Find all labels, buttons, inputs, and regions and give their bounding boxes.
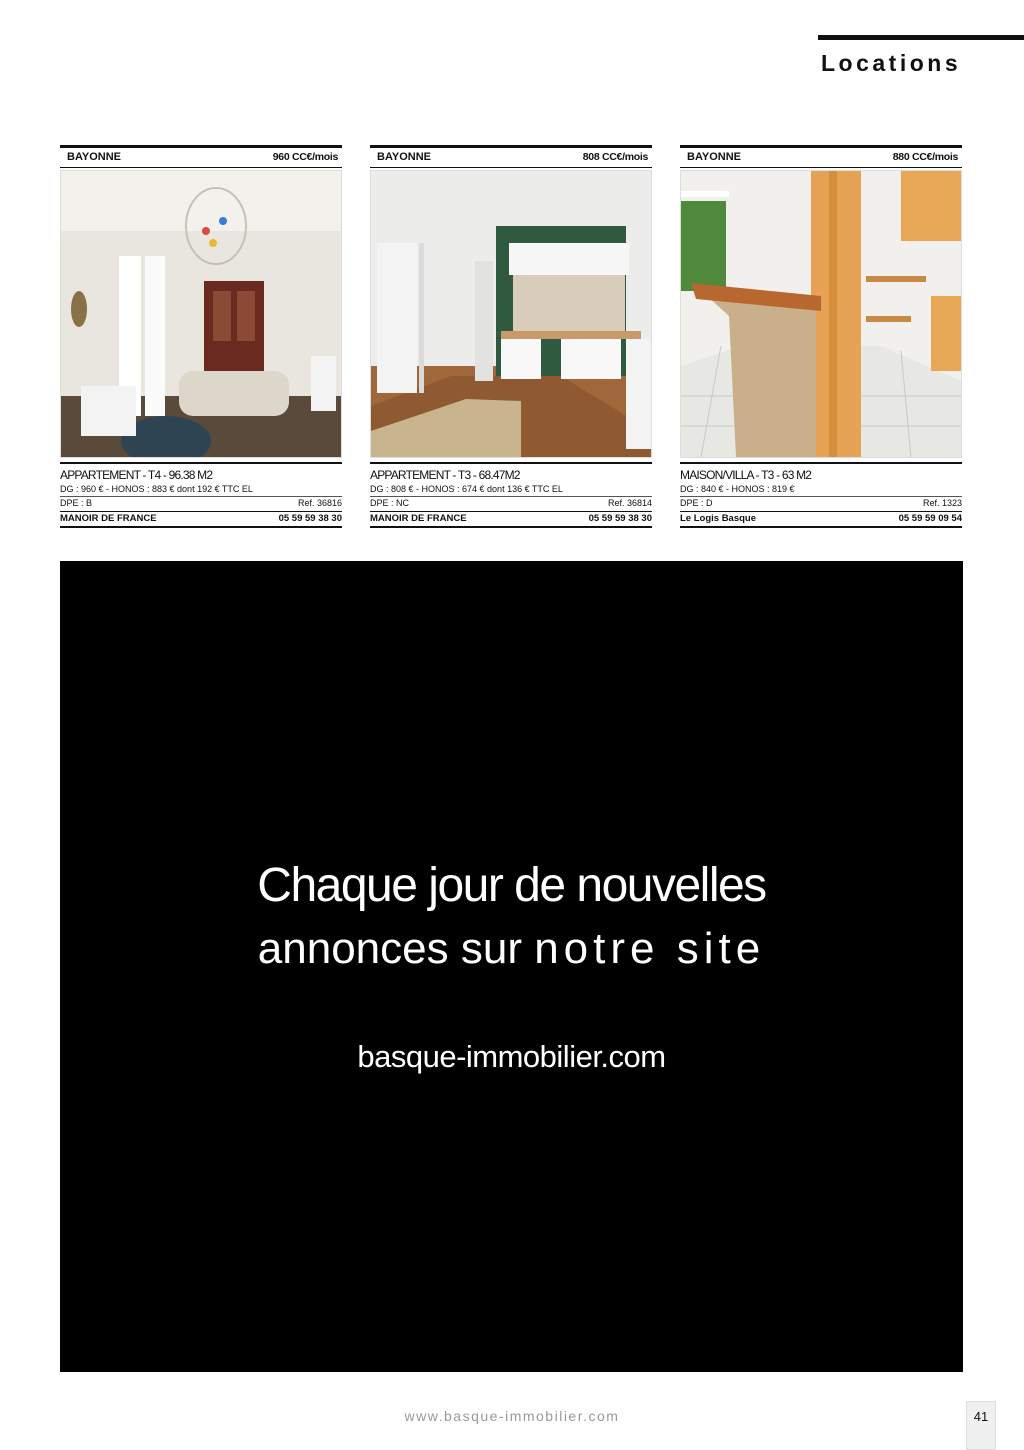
header-rule [818, 35, 1024, 40]
listing-header [370, 145, 652, 168]
listing-card[interactable] [680, 145, 962, 528]
listing-ref: Ref. 36814 [607, 498, 652, 508]
listing-photo[interactable] [680, 170, 962, 458]
listing-city: BAYONNE [377, 151, 431, 163]
promo-subheadline [60, 919, 963, 979]
listing-agency: Le Logis Basque [680, 513, 757, 524]
listing-type: MAISON/VILLA - T3 - 63 M2 [680, 468, 812, 482]
listing-fees: DG : 808 € - HONOS : 674 € dont 136 € TTC EL [370, 484, 563, 494]
listing-phone[interactable]: 05 59 59 09 54 [898, 513, 962, 524]
listing-agency-row [680, 511, 962, 528]
listing-photo[interactable] [60, 170, 342, 458]
house-interior-photo [681, 171, 961, 457]
listing-dpe-row [680, 496, 962, 509]
promo-subheadline-end: notre site [534, 924, 766, 973]
divider [370, 462, 652, 464]
page-number: 41 [966, 1401, 996, 1450]
promo-headline: Chaque jour de nouvelles [257, 859, 766, 912]
listing-agency: MANOIR DE FRANCE [370, 513, 467, 524]
listing-phone[interactable]: 05 59 59 38 30 [278, 513, 342, 524]
listing-agency-row [60, 511, 342, 528]
listing-fees: DG : 960 € - HONOS : 883 € dont 192 € TTC EL [60, 484, 253, 494]
section-title: Locations [821, 50, 962, 76]
promo-url-link[interactable]: basque-immobilier.com [357, 1039, 666, 1074]
listing-price: 880 CC€/mois [892, 151, 958, 163]
listing-header [680, 145, 962, 168]
listing-type: APPARTEMENT - T4 - 96.38 M2 [60, 468, 213, 482]
listing-photo[interactable] [370, 170, 652, 458]
listing-agency: MANOIR DE FRANCE [60, 513, 157, 524]
listing-dpe: DPE : D [680, 498, 713, 508]
promo-subheadline-start: annonces sur [257, 924, 535, 973]
divider [60, 462, 342, 464]
listing-city: BAYONNE [67, 151, 121, 163]
kitchen-photo [371, 171, 651, 457]
listing-dpe: DPE : NC [370, 498, 410, 508]
listing-price: 808 CC€/mois [582, 151, 648, 163]
divider [680, 462, 962, 464]
listing-header [60, 145, 342, 168]
listing-dpe-row [370, 496, 652, 509]
listing-city: BAYONNE [687, 151, 741, 163]
footer-url-link[interactable]: www.basque-immobilier.com [404, 1408, 620, 1424]
listing-fees: DG : 840 € - HONOS : 819 € [680, 484, 795, 494]
listing-phone[interactable]: 05 59 59 38 30 [588, 513, 652, 524]
listing-price: 960 CC€/mois [272, 151, 338, 163]
listing-type: APPARTEMENT - T3 - 68.47M2 [370, 468, 520, 482]
listing-agency-row [370, 511, 652, 528]
living-room-photo [61, 171, 341, 457]
listing-ref: Ref. 36816 [297, 498, 342, 508]
listing-card[interactable] [370, 145, 652, 528]
listing-ref: Ref. 1323 [922, 498, 962, 508]
promo-banner [60, 561, 963, 1372]
listing-card[interactable] [60, 145, 342, 528]
listing-dpe-row [60, 496, 342, 509]
listing-dpe: DPE : B [60, 498, 93, 508]
